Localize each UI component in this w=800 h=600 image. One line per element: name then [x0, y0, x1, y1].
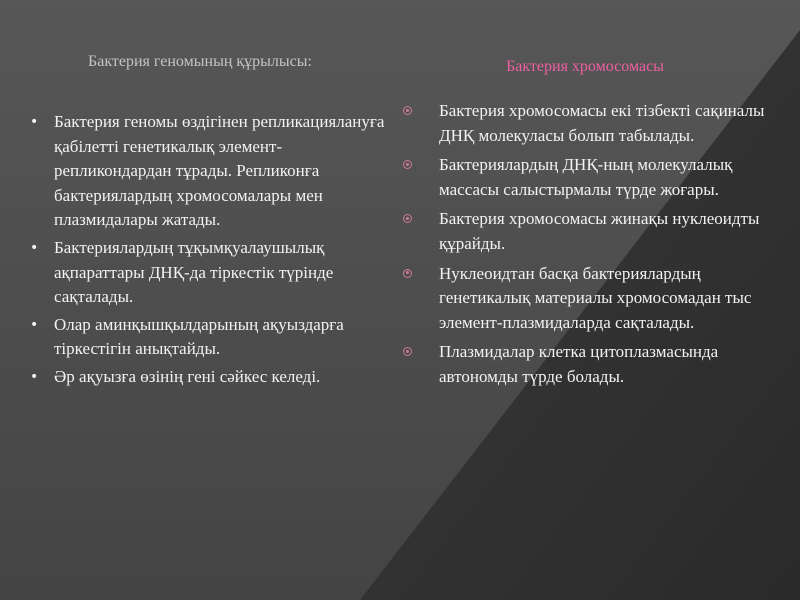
left-bullet-list — [30, 110, 390, 393]
right-bullet-text: Бактерия хромосомасы жинақы нуклеоидты құрайды. — [439, 209, 760, 253]
right-bullet-list — [396, 99, 786, 395]
right-column-heading: Бактерия хромосомасы — [506, 58, 664, 75]
ring-bullet-icon — [403, 160, 412, 169]
right-bullet-item — [396, 340, 786, 389]
right-bullet-text: Бактериялардың ДНҚ-ның молекулалық массасы салыстырмалы түрде жоғары. — [439, 155, 733, 199]
left-bullet-item — [30, 365, 390, 390]
left-bullet-item — [30, 110, 390, 233]
right-bullet-text: Плазмидалар клетка цитоплазмасында автономды түрде болады. — [439, 342, 719, 386]
left-bullet-text: Әр ақуызға өзінің гені сәйкес келеді. — [54, 366, 321, 386]
left-bullet-item — [30, 236, 390, 310]
ring-bullet-icon — [403, 214, 412, 223]
left-bullet-text: Олар аминқышқылдарының ақуыздарға тіркестігін анықтайды. — [54, 314, 344, 359]
left-bullet-text: Бактерия геномы өздігінен репликациялануға қабілетті генетикалық элемент-репликондардан тұрады. Репликонға бактериялардың хромосомалары мен плазмидалары жатады. — [54, 112, 385, 230]
right-bullet-item — [396, 207, 786, 256]
right-bullet-item — [396, 153, 786, 202]
bullet-dot-icon: • — [30, 316, 39, 333]
right-bullet-text: Бактерия хромосомасы екі тізбекті сақиналы ДНҚ молекуласы болып табылады. — [439, 101, 765, 145]
right-bullet-item — [396, 99, 786, 148]
right-bullet-text: Нуклеоидтан басқа бактериялардың генетикалық материалы хромосомадан тыс элемент-плазмидаларда сақталады. — [439, 263, 752, 332]
left-column-heading: Бактерия геномының құрылысы: — [88, 53, 312, 70]
left-bullet-item — [30, 313, 390, 362]
left-bullet-text: Бактериялардың тұқымқуалаушылық ақпараттары ДНҚ-да тіркестік түрінде сақталады. — [54, 237, 334, 307]
bullet-dot-icon: • — [30, 114, 39, 130]
ring-bullet-icon — [403, 347, 412, 356]
bullet-dot-icon: • — [30, 368, 39, 385]
right-bullet-item — [396, 262, 786, 336]
ring-bullet-icon — [403, 269, 412, 278]
ring-bullet-icon — [403, 106, 412, 115]
bullet-dot-icon: • — [30, 239, 39, 256]
